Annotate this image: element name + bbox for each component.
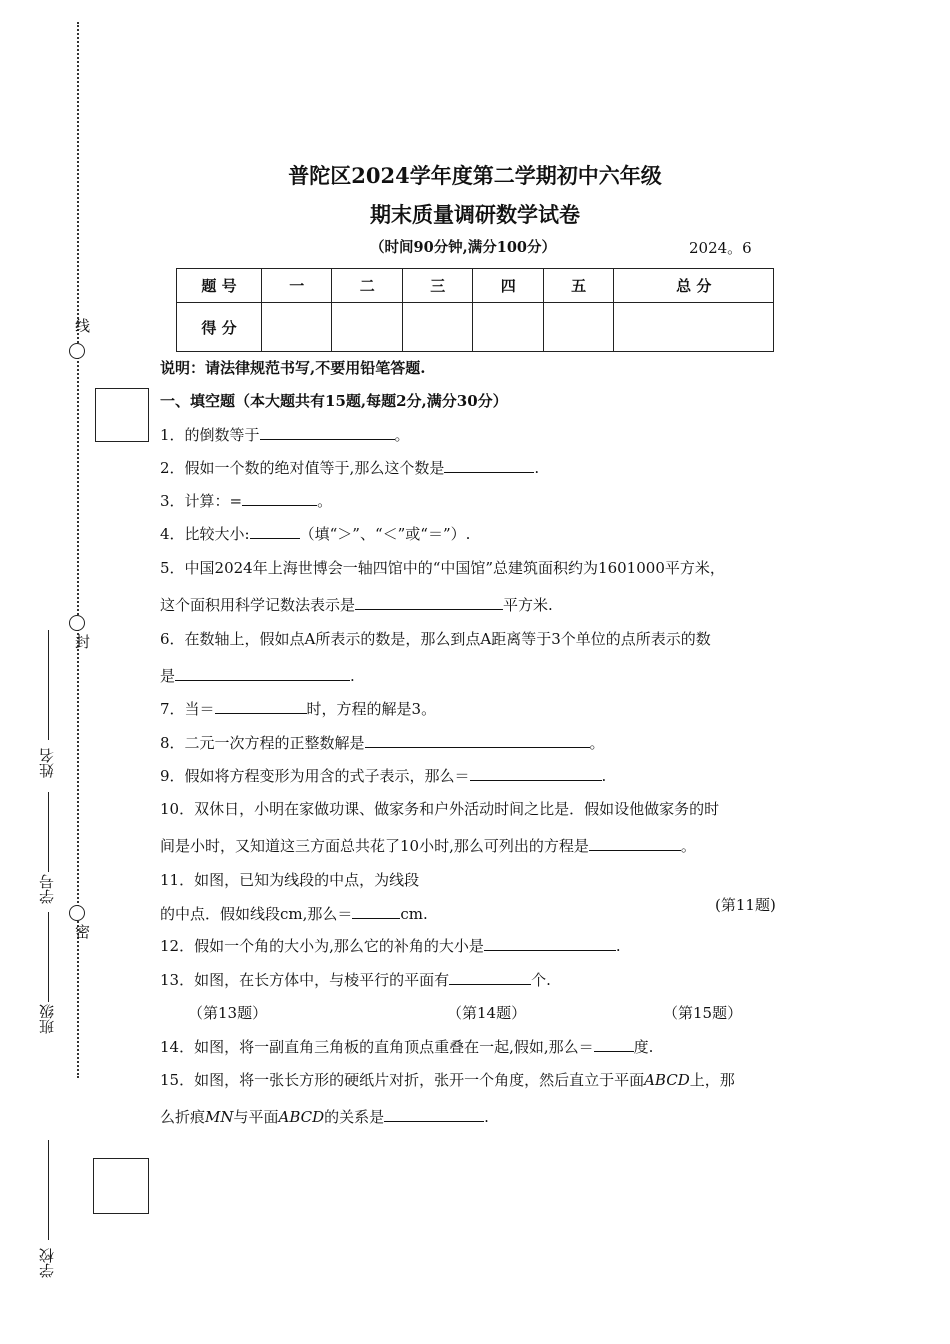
- answer-blank[interactable]: [175, 666, 350, 681]
- question-9: [160, 765, 606, 786]
- answer-blank[interactable]: [470, 766, 602, 781]
- exam-subtitle: （时间90分钟,满分100分）: [370, 239, 556, 256]
- figure-caption-11: (第11题): [715, 896, 776, 914]
- question-13: [160, 969, 551, 990]
- answer-blank[interactable]: [215, 699, 307, 714]
- question-text: 的中点．假如线段cm,那么＝: [160, 905, 353, 923]
- question-text: 时，方程的解是3。: [306, 700, 437, 718]
- score-table: [176, 268, 774, 352]
- question-text: .: [484, 1108, 489, 1126]
- question-11-line1: 11．如图，已知为线段的中点，为线段: [160, 871, 420, 889]
- question-text: cm.: [400, 905, 428, 923]
- question-text: 8．二元一次方程的正整数解是: [160, 734, 365, 752]
- question-6-line1: 6．在数轴上，假如点A所表示的数是，那么到点A距离等于3个单位的点所表示的数: [160, 630, 711, 648]
- figure-caption-15: （第15题）: [663, 1004, 743, 1022]
- answer-blank[interactable]: [594, 1037, 634, 1052]
- question-2: [160, 457, 539, 478]
- question-text: 度.: [633, 1038, 654, 1056]
- answer-blank[interactable]: [444, 458, 534, 473]
- score-table-header-row: [177, 269, 774, 303]
- math-symbol: ABCD: [278, 1108, 325, 1126]
- question-text: 1．的倒数等于: [160, 426, 260, 444]
- line-label: 线: [73, 318, 91, 333]
- question-10-line1: 10．双休日，小明在家做功课、做家务和户外活动时间之比是．假如设他做家务的时: [160, 800, 720, 818]
- score-cell[interactable]: [543, 303, 613, 352]
- id-write-line: [48, 792, 49, 872]
- score-cell[interactable]: [332, 303, 402, 352]
- question-text: 4．比较大小:: [160, 525, 250, 543]
- answer-blank[interactable]: [242, 491, 317, 506]
- score-cell[interactable]: [614, 303, 774, 352]
- question-text: 15．如图，将一张长方形的硬纸片对折，张开一个角度，然后直立于平面: [160, 1071, 645, 1089]
- question-4: [160, 523, 470, 544]
- answer-blank[interactable]: [449, 970, 531, 985]
- exam-title-line1: 普陀区2024学年度第二学期初中六年级: [288, 163, 662, 188]
- answer-blank[interactable]: [365, 733, 590, 748]
- math-symbol: ABCD: [644, 1071, 690, 1089]
- question-text: 是: [160, 667, 176, 685]
- answer-blank[interactable]: [250, 524, 300, 539]
- question-10-line2: [160, 835, 696, 856]
- question-12: [160, 935, 621, 956]
- question-text: （填“＞”、“＜”或“＝”）.: [299, 525, 471, 543]
- question-text: 。: [680, 837, 696, 855]
- question-text: .: [534, 459, 540, 477]
- name-write-line: [48, 630, 49, 740]
- math-symbol: MN: [205, 1108, 234, 1126]
- section1-title: 一、填空题（本大题共有15题,每题2分,满分30分）: [160, 392, 508, 410]
- seal-label: 封: [73, 634, 91, 649]
- question-15-line1: [160, 1069, 735, 1090]
- school-label: 学校: [38, 1248, 56, 1278]
- score-header-cell: 题 号: [177, 269, 262, 303]
- question-text: 。: [589, 734, 605, 752]
- secret-circle-marker: [69, 905, 85, 921]
- score-cell[interactable]: [262, 303, 332, 352]
- question-text: 间是小时，又知道这三方面总共花了10小时,那么可列出的方程是: [160, 837, 589, 855]
- score-row-label: 得 分: [177, 303, 262, 352]
- figure-caption-14: （第14题）: [447, 1004, 527, 1022]
- line-circle-marker: [69, 343, 85, 359]
- question-text: 这个面积用科学记数法表示是: [160, 596, 356, 614]
- instructions-note: 说明：请法律规范书写,不要用铅笔答题.: [160, 359, 426, 377]
- answer-blank[interactable]: [589, 836, 681, 851]
- question-text: 2．假如一个数的绝对值等于,那么这个数是: [160, 459, 445, 477]
- score-header-cell: 四: [473, 269, 543, 303]
- answer-blank[interactable]: [352, 904, 400, 919]
- score-header-cell: 三: [402, 269, 472, 303]
- answer-blank[interactable]: [384, 1107, 484, 1122]
- score-box-bottom[interactable]: [93, 1158, 149, 1214]
- score-cell[interactable]: [402, 303, 472, 352]
- score-header-cell: 总 分: [614, 269, 774, 303]
- id-label: 学号: [38, 874, 56, 904]
- question-14: [160, 1036, 653, 1057]
- seal-circle-marker: [69, 615, 85, 631]
- question-text: 3．计算：=: [160, 492, 243, 510]
- question-text: 平方米.: [503, 596, 553, 614]
- answer-blank[interactable]: [484, 936, 616, 951]
- question-7: [160, 698, 436, 719]
- question-8: [160, 732, 605, 753]
- question-text: 。: [317, 492, 333, 510]
- score-header-cell: 一: [262, 269, 332, 303]
- name-label: 姓名: [38, 748, 56, 778]
- question-text: .: [350, 667, 355, 685]
- question-text: .: [615, 937, 621, 955]
- secret-label: 密: [73, 924, 91, 939]
- score-table-score-row: [177, 303, 774, 352]
- class-label: 班级: [38, 1004, 56, 1034]
- question-6-line2: [160, 665, 355, 686]
- question-text: 么折痕: [160, 1108, 206, 1126]
- school-write-line: [48, 1140, 49, 1240]
- question-text: 12．假如一个角的大小为,那么它的补角的大小是: [160, 937, 484, 955]
- question-text: 14．如图，将一副直角三角板的直角顶点重叠在一起,假如,那么＝: [160, 1038, 594, 1056]
- question-text: 9．假如将方程变形为用含的式子表示，那么＝: [160, 767, 470, 785]
- figure-caption-13: （第13题）: [188, 1004, 268, 1022]
- question-text: 上，那: [689, 1071, 735, 1089]
- score-header-cell: 二: [332, 269, 402, 303]
- exam-title-line2: 期末质量调研数学试卷: [370, 202, 580, 227]
- question-11-line2: [160, 903, 428, 924]
- answer-blank[interactable]: [355, 595, 503, 610]
- question-1: [160, 424, 410, 445]
- question-text: 的关系是: [324, 1108, 385, 1126]
- score-header-cell: 五: [543, 269, 613, 303]
- score-cell[interactable]: [473, 303, 543, 352]
- class-write-line: [48, 912, 49, 1002]
- question-text: 个.: [531, 971, 551, 989]
- question-text: 13．如图，在长方体中，与棱平行的平面有: [160, 971, 450, 989]
- score-box-top[interactable]: [95, 388, 149, 442]
- question-5-line2: [160, 594, 553, 615]
- exam-date: 2024。6: [689, 239, 752, 257]
- question-text: 7．当＝: [160, 700, 215, 718]
- question-text: 与平面: [233, 1108, 279, 1126]
- question-text: 。: [394, 426, 410, 444]
- question-5-line1: 5．中国2024年上海世博会一轴四馆中的“中国馆”总建筑面积约为1601000平方米，: [160, 559, 725, 577]
- question-3: [160, 490, 332, 511]
- question-text: .: [601, 767, 607, 785]
- question-15-line2: [160, 1106, 489, 1127]
- answer-blank[interactable]: [260, 425, 395, 440]
